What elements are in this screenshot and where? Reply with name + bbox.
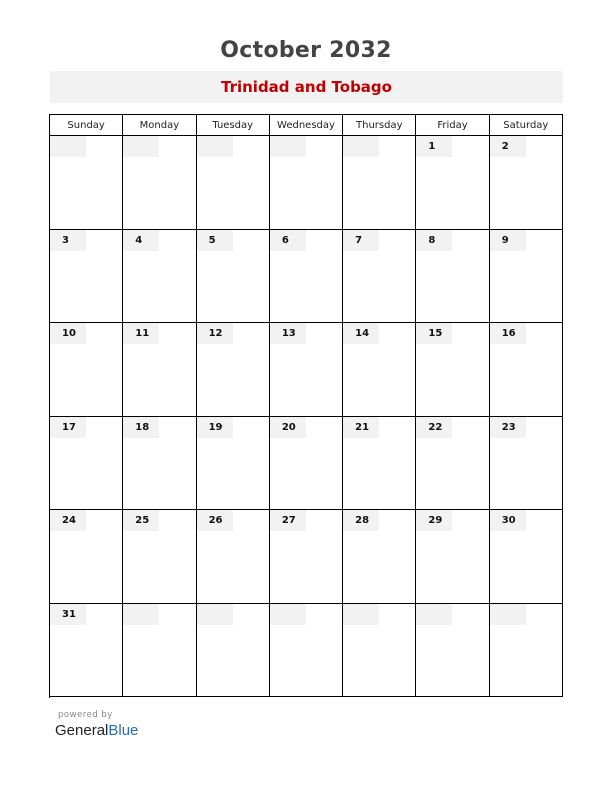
day-cell <box>123 136 196 230</box>
day-number: 27 <box>270 510 306 531</box>
day-number: 1 <box>416 136 452 157</box>
country-subtitle: Trinidad and Tobago <box>221 78 392 96</box>
weekday-header: Sunday <box>50 115 123 136</box>
day-cell <box>50 604 123 698</box>
weeks-container <box>50 136 563 697</box>
week-row <box>50 230 563 324</box>
day-number: 29 <box>416 510 452 531</box>
day-number <box>270 136 306 157</box>
day-number: 17 <box>50 417 86 438</box>
day-cell <box>490 604 563 698</box>
day-cell <box>490 136 563 230</box>
day-cell <box>123 417 196 511</box>
day-cell <box>50 230 123 324</box>
brand-logo <box>55 722 138 739</box>
day-number: 16 <box>490 323 526 344</box>
day-cell <box>490 323 563 417</box>
day-number: 25 <box>123 510 159 531</box>
week-row <box>50 136 563 230</box>
brand-blue: Blue <box>108 722 139 739</box>
day-number: 19 <box>197 417 233 438</box>
week-row <box>50 510 563 604</box>
day-number: 26 <box>197 510 233 531</box>
weekday-header: Monday <box>123 115 196 136</box>
day-cell <box>343 604 416 698</box>
day-number: 20 <box>270 417 306 438</box>
week-row <box>50 604 563 698</box>
day-cell <box>490 510 563 604</box>
day-cell <box>197 230 270 324</box>
day-number: 5 <box>197 230 233 251</box>
day-cell <box>343 323 416 417</box>
week-row <box>50 417 563 511</box>
day-number <box>490 604 526 625</box>
page-title: October 2032 <box>220 38 392 63</box>
day-number <box>123 136 159 157</box>
week-row <box>50 323 563 417</box>
day-cell <box>123 510 196 604</box>
powered-by-text: powered by <box>58 710 113 720</box>
day-number: 6 <box>270 230 306 251</box>
day-number <box>416 604 452 625</box>
day-cell <box>270 417 343 511</box>
day-cell <box>490 417 563 511</box>
day-number: 14 <box>343 323 379 344</box>
brand-general: General <box>55 722 109 739</box>
weekday-header: Tuesday <box>197 115 270 136</box>
day-cell <box>416 604 489 698</box>
day-cell <box>270 510 343 604</box>
day-number <box>197 604 233 625</box>
day-cell <box>270 604 343 698</box>
day-cell <box>197 510 270 604</box>
day-number: 13 <box>270 323 306 344</box>
day-cell <box>123 323 196 417</box>
day-cell <box>343 417 416 511</box>
day-cell <box>197 136 270 230</box>
day-number: 3 <box>50 230 86 251</box>
subtitle-bar <box>50 71 563 103</box>
calendar-grid <box>49 114 563 698</box>
day-number <box>270 604 306 625</box>
day-number: 18 <box>123 417 159 438</box>
day-cell <box>50 417 123 511</box>
day-cell <box>50 510 123 604</box>
day-number <box>123 604 159 625</box>
day-cell <box>123 604 196 698</box>
day-number: 24 <box>50 510 86 531</box>
day-number: 12 <box>197 323 233 344</box>
weekday-header: Saturday <box>490 115 563 136</box>
day-number: 11 <box>123 323 159 344</box>
day-number: 7 <box>343 230 379 251</box>
day-cell <box>270 230 343 324</box>
day-cell <box>343 230 416 324</box>
weekday-header: Friday <box>416 115 489 136</box>
day-cell <box>416 136 489 230</box>
day-cell <box>197 417 270 511</box>
day-cell <box>490 230 563 324</box>
day-number: 22 <box>416 417 452 438</box>
day-cell <box>343 510 416 604</box>
day-number: 15 <box>416 323 452 344</box>
day-number: 31 <box>50 604 86 625</box>
day-number <box>50 136 86 157</box>
day-cell <box>50 323 123 417</box>
day-number <box>343 136 379 157</box>
day-cell <box>197 604 270 698</box>
day-number: 10 <box>50 323 86 344</box>
day-number: 4 <box>123 230 159 251</box>
day-cell <box>416 230 489 324</box>
weekday-header-row <box>50 115 563 136</box>
day-cell <box>416 510 489 604</box>
day-cell <box>50 136 123 230</box>
day-cell <box>197 323 270 417</box>
day-cell <box>416 417 489 511</box>
day-number: 28 <box>343 510 379 531</box>
day-number: 21 <box>343 417 379 438</box>
day-number: 30 <box>490 510 526 531</box>
day-number: 23 <box>490 417 526 438</box>
day-cell <box>416 323 489 417</box>
day-cell <box>123 230 196 324</box>
day-cell <box>270 136 343 230</box>
day-number <box>343 604 379 625</box>
weekday-header: Wednesday <box>270 115 343 136</box>
weekday-header: Thursday <box>343 115 416 136</box>
day-cell <box>270 323 343 417</box>
day-number: 8 <box>416 230 452 251</box>
day-number <box>197 136 233 157</box>
day-number: 9 <box>490 230 526 251</box>
day-number: 2 <box>490 136 526 157</box>
day-cell <box>343 136 416 230</box>
